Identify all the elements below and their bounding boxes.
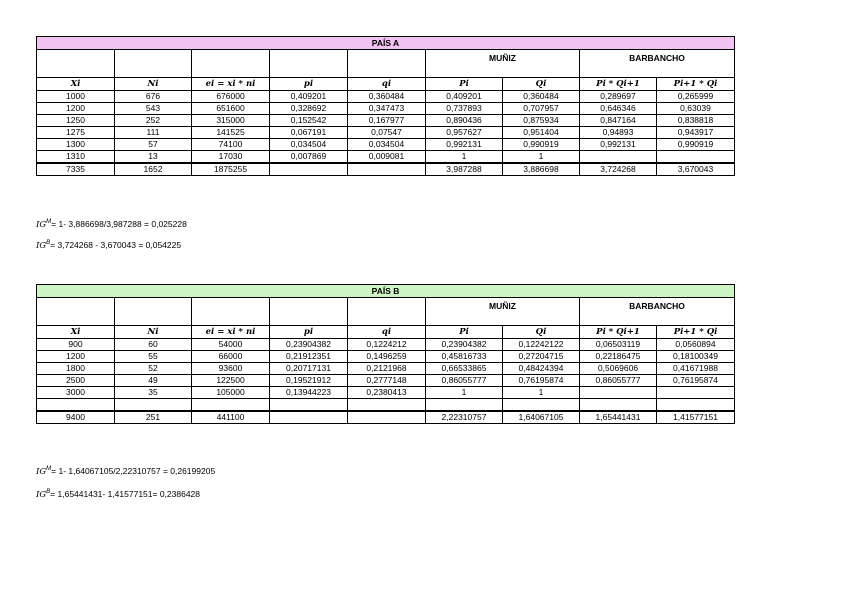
table-cell[interactable]: 1800: [37, 363, 115, 375]
header-cell[interactable]: pi: [270, 326, 348, 339]
country-a-rows: [37, 91, 735, 164]
table-cell[interactable]: 0,86055777: [426, 375, 503, 387]
table-cell[interactable]: 0,13944223: [270, 387, 348, 399]
munoz-group-label[interactable]: MUÑIZ: [426, 50, 580, 78]
total-cell[interactable]: 1,41577151: [657, 411, 735, 424]
table-cell[interactable]: 0,289697: [580, 91, 657, 103]
total-cell[interactable]: 1652: [115, 163, 192, 176]
table-cell[interactable]: 1200: [37, 351, 115, 363]
totals-row: [37, 411, 735, 424]
table-cell[interactable]: 676: [115, 91, 192, 103]
table-row: [37, 103, 735, 115]
table-cell[interactable]: 0,360484: [503, 91, 580, 103]
table-cell[interactable]: [580, 151, 657, 164]
table-cell[interactable]: 1300: [37, 139, 115, 151]
table-cell[interactable]: 0,943917: [657, 127, 735, 139]
table-cell[interactable]: [348, 399, 426, 412]
table-cell[interactable]: 1275: [37, 127, 115, 139]
table-cell[interactable]: 0,951404: [503, 127, 580, 139]
gini-barbancho-formula-a: $IG^B= 3,724268 - 3,670043 = 0,054225$: [36, 240, 182, 251]
header-cell[interactable]: Pi+1 * Qi: [657, 326, 735, 339]
country-b-title[interactable]: PAÍS B: [37, 285, 735, 298]
table-cell[interactable]: 122500: [192, 375, 270, 387]
table-cell[interactable]: 0,992131: [580, 139, 657, 151]
total-cell[interactable]: [348, 163, 426, 176]
table-cell[interactable]: 0,167977: [348, 115, 426, 127]
table-cell[interactable]: 0,347473: [348, 103, 426, 115]
header-cell[interactable]: Ni: [115, 78, 192, 91]
table-cell[interactable]: [657, 151, 735, 164]
table-cell[interactable]: [657, 387, 735, 399]
table-cell[interactable]: [426, 399, 503, 412]
table-cell[interactable]: 1: [426, 387, 503, 399]
header-cell[interactable]: qi: [348, 78, 426, 91]
table-cell[interactable]: 1310: [37, 151, 115, 164]
gini-munoz-formula-a: $IG^M= 1-$ 3,886698/3,987288 = 0,025228: [36, 219, 187, 230]
header-cell[interactable]: ei = xi * ni: [192, 78, 270, 91]
table-cell[interactable]: [270, 399, 348, 412]
total-cell[interactable]: [270, 163, 348, 176]
total-cell[interactable]: 1875255: [192, 163, 270, 176]
country-a-table: [36, 36, 735, 176]
table-row: [37, 127, 735, 139]
table-cell[interactable]: 0,07547: [348, 127, 426, 139]
table-cell[interactable]: 13: [115, 151, 192, 164]
header-cell[interactable]: Pi: [426, 78, 503, 91]
table-cell[interactable]: 543: [115, 103, 192, 115]
table-cell[interactable]: 0,992131: [426, 139, 503, 151]
table-cell[interactable]: 676000: [192, 91, 270, 103]
totals-row: [37, 163, 735, 176]
table-cell[interactable]: [580, 387, 657, 399]
table-cell[interactable]: 3000: [37, 387, 115, 399]
table-cell[interactable]: 0,409201: [426, 91, 503, 103]
table-cell[interactable]: 1: [503, 151, 580, 164]
total-cell[interactable]: 3,670043: [657, 163, 735, 176]
header-cell[interactable]: Ni: [115, 326, 192, 339]
table-cell[interactable]: 0,19521912: [270, 375, 348, 387]
gini-barbancho-formula-b: $IG^B= 1,65441431-$ 1,41577151= 0,2386428: [36, 489, 201, 500]
table-row: [37, 351, 735, 363]
total-cell[interactable]: [348, 411, 426, 424]
total-cell[interactable]: 3,724268: [580, 163, 657, 176]
table-cell[interactable]: 0,41671988: [657, 363, 735, 375]
total-cell[interactable]: 3,987288: [426, 163, 503, 176]
table-cell[interactable]: 0,847164: [580, 115, 657, 127]
table-cell[interactable]: 0,94893: [580, 127, 657, 139]
table-cell[interactable]: 0,20717131: [270, 363, 348, 375]
table-cell[interactable]: 0,957627: [426, 127, 503, 139]
total-cell[interactable]: 1,65441431: [580, 411, 657, 424]
table-cell[interactable]: 0,152542: [270, 115, 348, 127]
table-cell[interactable]: 0,2121968: [348, 363, 426, 375]
table-cell[interactable]: 111: [115, 127, 192, 139]
table-cell[interactable]: 0,067191: [270, 127, 348, 139]
table-cell[interactable]: 0,76195874: [503, 375, 580, 387]
table-cell[interactable]: 0,45816733: [426, 351, 503, 363]
table-row: [37, 399, 735, 412]
header-row: [37, 326, 735, 339]
table-cell[interactable]: 1250: [37, 115, 115, 127]
table-cell[interactable]: 66000: [192, 351, 270, 363]
table-cell[interactable]: 0,22186475: [580, 351, 657, 363]
table-cell[interactable]: 0,0560894: [657, 339, 735, 351]
table-cell[interactable]: [580, 399, 657, 412]
table-cell[interactable]: 315000: [192, 115, 270, 127]
barbancho-group-label[interactable]: BARBANCHO: [580, 298, 735, 326]
total-cell[interactable]: 251: [115, 411, 192, 424]
table-cell[interactable]: 1000: [37, 91, 115, 103]
table-cell[interactable]: [503, 399, 580, 412]
table-cell[interactable]: 0,76195874: [657, 375, 735, 387]
table-cell[interactable]: [37, 399, 115, 412]
table-cell[interactable]: 0,737893: [426, 103, 503, 115]
table-cell[interactable]: 0,990919: [657, 139, 735, 151]
table-cell[interactable]: 1: [426, 151, 503, 164]
table-cell[interactable]: 0,707957: [503, 103, 580, 115]
table-row: [37, 387, 735, 399]
country-a-title[interactable]: PAÍS A: [37, 37, 735, 50]
table-cell[interactable]: 0,48424394: [503, 363, 580, 375]
header-cell[interactable]: Qi: [503, 78, 580, 91]
table-cell[interactable]: 141525: [192, 127, 270, 139]
table-cell[interactable]: 0,63039: [657, 103, 735, 115]
table-cell[interactable]: 0,12242122: [503, 339, 580, 351]
table-cell[interactable]: 54000: [192, 339, 270, 351]
table-cell[interactable]: 0,18100349: [657, 351, 735, 363]
table-cell[interactable]: 35: [115, 387, 192, 399]
total-cell[interactable]: 9400: [37, 411, 115, 424]
table-cell[interactable]: 0,990919: [503, 139, 580, 151]
table-cell[interactable]: [115, 399, 192, 412]
header-cell[interactable]: Pi: [426, 326, 503, 339]
table-cell[interactable]: 74100: [192, 139, 270, 151]
table-cell[interactable]: 49: [115, 375, 192, 387]
table-cell[interactable]: 55: [115, 351, 192, 363]
table-cell[interactable]: 2500: [37, 375, 115, 387]
table-cell[interactable]: 1: [503, 387, 580, 399]
header-cell[interactable]: Pi+1 * Qi: [657, 78, 735, 91]
table-cell[interactable]: 60: [115, 339, 192, 351]
gini-munoz-formula-b: $IG^M= 1-$ 1,64067105/2,22310757 = 0,26199205: [36, 466, 216, 477]
header-cell[interactable]: Pi * Qi+1: [580, 326, 657, 339]
table-cell[interactable]: 252: [115, 115, 192, 127]
table-cell[interactable]: 651600: [192, 103, 270, 115]
country-b-rows: [37, 339, 735, 412]
table-cell[interactable]: 900: [37, 339, 115, 351]
table-cell[interactable]: 0,360484: [348, 91, 426, 103]
table-cell[interactable]: [657, 399, 735, 412]
total-cell[interactable]: [270, 411, 348, 424]
table-cell[interactable]: 0,646346: [580, 103, 657, 115]
table-cell[interactable]: 0,328692: [270, 103, 348, 115]
table-cell[interactable]: 0,009081: [348, 151, 426, 164]
total-cell[interactable]: 2,22310757: [426, 411, 503, 424]
table-row: [37, 151, 735, 164]
table-cell[interactable]: 57: [115, 139, 192, 151]
header-cell[interactable]: Xi: [37, 326, 115, 339]
header-cell[interactable]: pi: [270, 78, 348, 91]
table-cell[interactable]: 0,890436: [426, 115, 503, 127]
munoz-group-label[interactable]: MUÑIZ: [426, 298, 580, 326]
total-cell[interactable]: 7335: [37, 163, 115, 176]
table-cell[interactable]: [192, 399, 270, 412]
total-cell[interactable]: 3,886698: [503, 163, 580, 176]
table-cell[interactable]: 0,265999: [657, 91, 735, 103]
table-cell[interactable]: 0,5069606: [580, 363, 657, 375]
table-cell[interactable]: 0,875934: [503, 115, 580, 127]
table-cell[interactable]: 0,23904382: [270, 339, 348, 351]
table-cell[interactable]: 0,66533865: [426, 363, 503, 375]
table-cell[interactable]: 0,1224212: [348, 339, 426, 351]
table-cell[interactable]: 105000: [192, 387, 270, 399]
country-b-table: [36, 284, 735, 424]
table-cell[interactable]: 0,1496259: [348, 351, 426, 363]
table-cell[interactable]: 17030: [192, 151, 270, 164]
barbancho-group-label[interactable]: BARBANCHO: [580, 50, 735, 78]
table-cell[interactable]: 0,27204715: [503, 351, 580, 363]
header-row: [37, 78, 735, 91]
table-row: [37, 375, 735, 387]
table-row: [37, 115, 735, 127]
total-cell[interactable]: 441100: [192, 411, 270, 424]
table-cell[interactable]: 1200: [37, 103, 115, 115]
table-cell[interactable]: 0,2380413: [348, 387, 426, 399]
header-cell[interactable]: ei = xi * ni: [192, 326, 270, 339]
table-cell[interactable]: 0,007869: [270, 151, 348, 164]
table-row: [37, 363, 735, 375]
header-cell[interactable]: qi: [348, 326, 426, 339]
table-cell[interactable]: 0,034504: [348, 139, 426, 151]
header-cell[interactable]: Xi: [37, 78, 115, 91]
table-cell[interactable]: 0,2777148: [348, 375, 426, 387]
header-cell[interactable]: Qi: [503, 326, 580, 339]
table-cell[interactable]: 0,409201: [270, 91, 348, 103]
table-cell[interactable]: 0,86055777: [580, 375, 657, 387]
table-cell[interactable]: 0,838818: [657, 115, 735, 127]
table-row: [37, 339, 735, 351]
total-cell[interactable]: 1,64067105: [503, 411, 580, 424]
table-cell[interactable]: 93600: [192, 363, 270, 375]
table-row: [37, 139, 735, 151]
header-cell[interactable]: Pi * Qi+1: [580, 78, 657, 91]
table-cell[interactable]: 0,034504: [270, 139, 348, 151]
table-cell[interactable]: 0,21912351: [270, 351, 348, 363]
table-row: [37, 91, 735, 103]
table-cell[interactable]: 52: [115, 363, 192, 375]
table-cell[interactable]: 0,06503119: [580, 339, 657, 351]
table-cell[interactable]: 0,23904382: [426, 339, 503, 351]
